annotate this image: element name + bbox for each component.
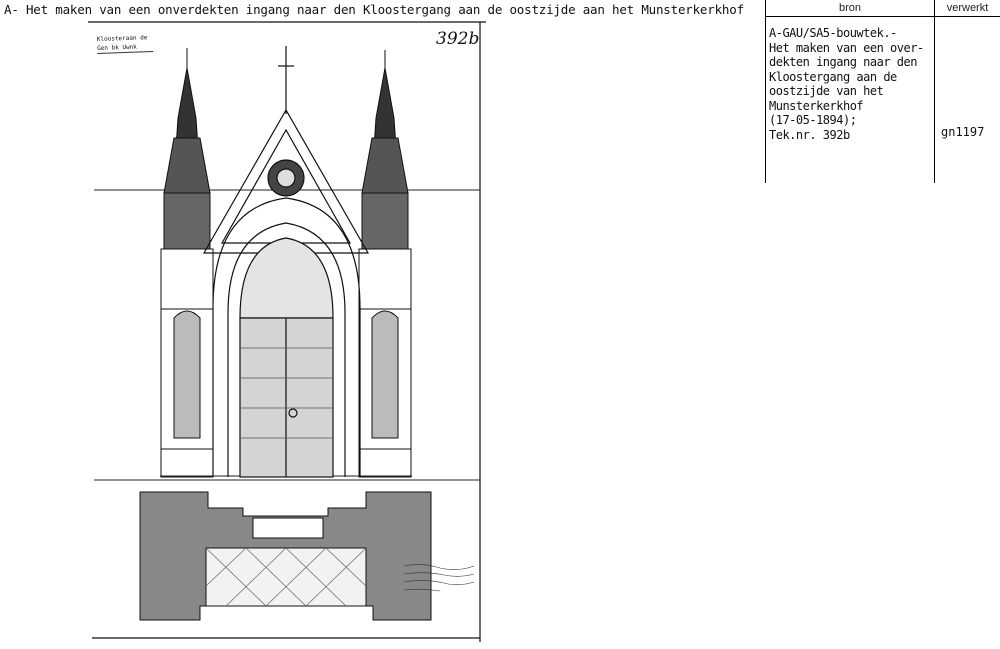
floor-plan xyxy=(140,492,431,620)
header-verwerkt: verwerkt xyxy=(946,2,989,14)
verwerkt-code: gn1197 xyxy=(941,125,985,139)
architectural-drawing xyxy=(88,18,486,646)
sheet-number: 392b xyxy=(436,29,480,49)
document-title: A- Het maken van een onverdekten ingang naar den Kloostergang aan de oostzijde aan het Munsterkerkhof xyxy=(4,2,744,17)
central-gable xyxy=(204,46,368,253)
source-record: A-GAU/SA5-bouwtek.- Het maken van een over- dekten ingang naar den Kloostergang aan de oostzijde van het Munsterkerkhof (17-05-1894); Tek.nr. 392b xyxy=(769,26,924,142)
table-left-border xyxy=(765,0,766,183)
table-header-rule xyxy=(765,16,1000,17)
portal-arch xyxy=(213,198,360,477)
header-bron: bron xyxy=(838,2,862,14)
right-pinnacle xyxy=(359,50,411,477)
left-pinnacle xyxy=(161,48,213,477)
drawing-stamp: Kloosteraan de Gen bk Uwnk xyxy=(97,33,154,54)
